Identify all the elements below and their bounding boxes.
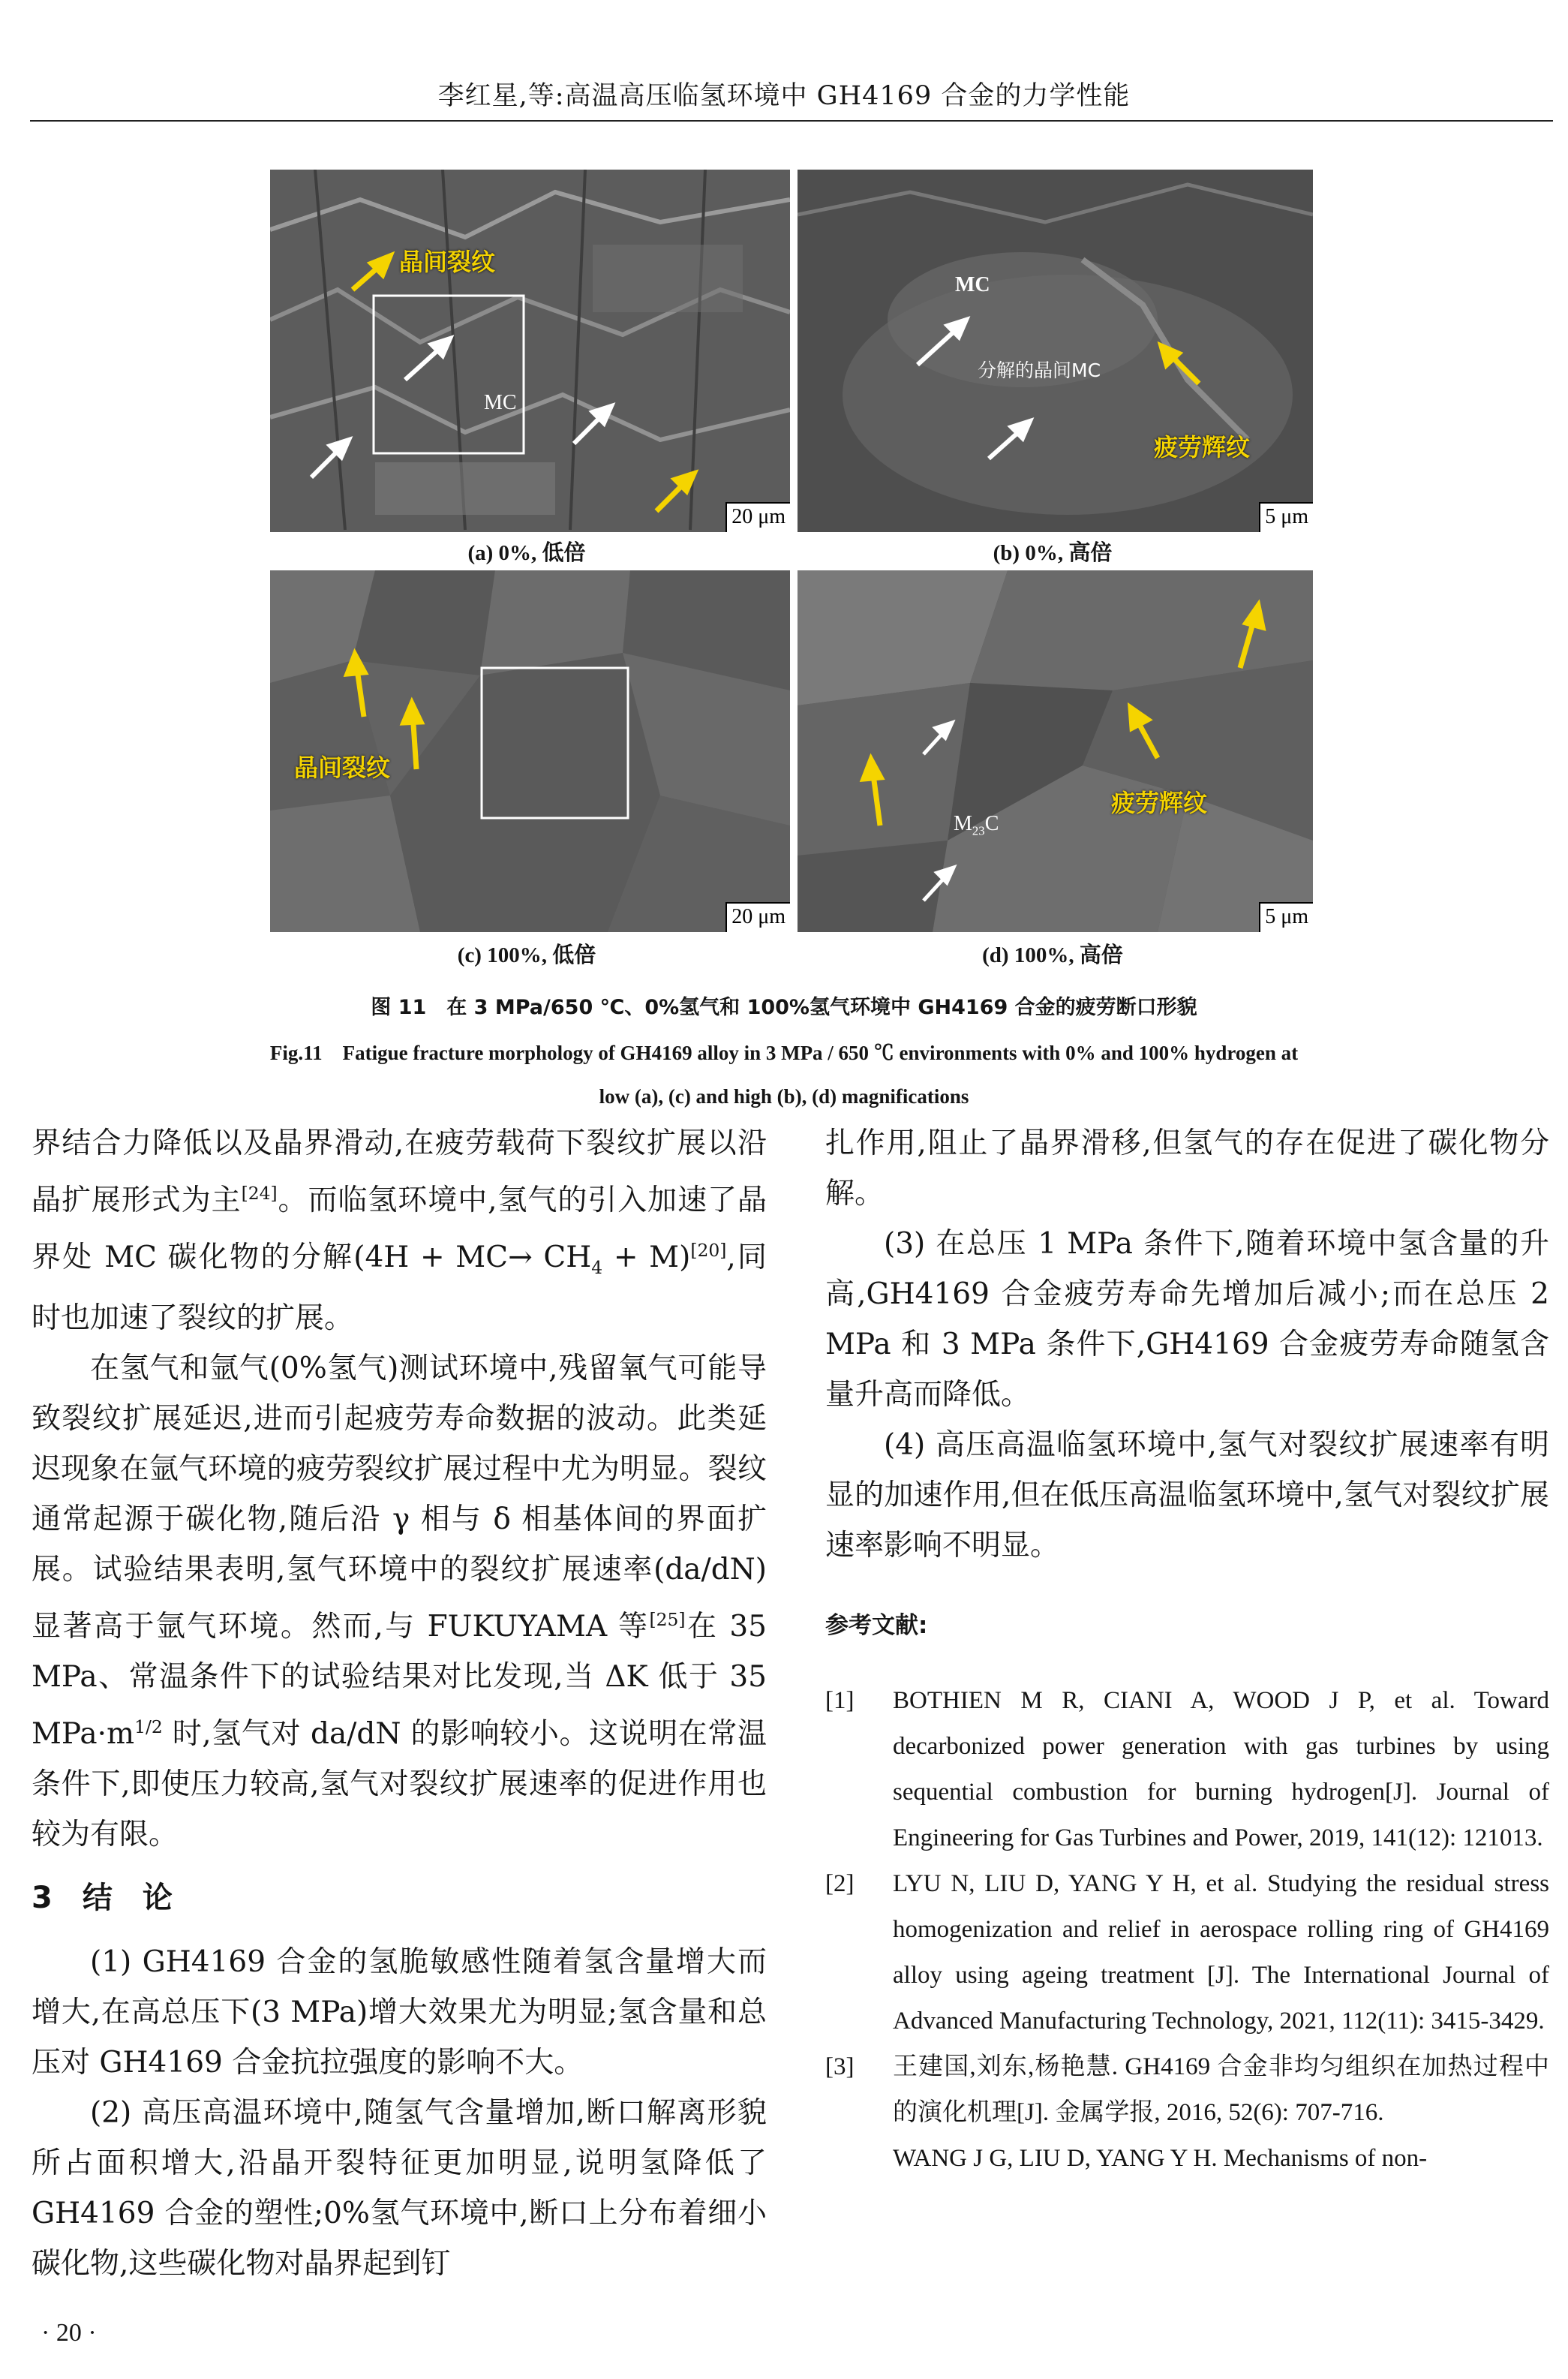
panel-c-caption: (c) 100%, 低倍 (457, 943, 596, 967)
paragraph: 在氢气和氩气(0%氢气)测试环境中,残留氧气可能导致裂纹扩展延迟,进而引起疲劳寿命数据的波动。此类延迟现象在氩气环境的疲劳裂纹扩展过程中尤为明显。裂纹通常起源于碳化物,随后沿 γ 相与 δ 相基体间的界面扩展。试验结果表明,氢气环境中的裂纹扩展速率(da/dN)显著高于氩气环境。然而,与 FUKUYAMA 等[25]在 35 MPa、常温条件下的试验结果对比发现,当 ΔK 低于 35 $MPa\cdot m^{1/2}$ 时,氢气对 da/dN 的影响较小。这说明在常温条件下,即使压力较高,氢气对裂纹扩展速率的促进作用也较为有限。 (32, 1351, 767, 1851)
panel-d-scalebar: 5 μm (1259, 902, 1313, 932)
figure-panel-c (270, 570, 790, 932)
panel-d-striation-label: 疲劳辉纹 (1111, 789, 1208, 817)
panel-a-mc-label: MC (484, 391, 517, 414)
section-heading: 3 结 论 (32, 1880, 173, 1915)
header-rule (30, 120, 1553, 122)
figure-caption-en: Fig.11 Fatigue fracture morphology of GH4169 alloy in 3 MPa / 650 ℃ environments with 0% and 100% hydrogen at low (a), (c) and high (b), (d) magnifications (269, 1042, 1299, 1108)
panel-a-scalebar: 20 μm (725, 502, 790, 532)
left-column (32, 1118, 767, 2289)
paragraph: (3) 在总压 1 MPa 条件下,随着环境中氢含量的升高,GH4169 合金疲劳寿命先增加后减小;而在总压 2 MPa 和 3 MPa 条件下,GH4169 合金疲劳寿命随氢含量升高而降低。 (825, 1227, 1549, 1412)
panel-c-scalebar: 20 μm (725, 902, 790, 932)
panel-b-scalebar: 5 μm (1259, 502, 1313, 532)
panel-c-crack-label: 晶间裂纹 (294, 753, 391, 782)
paragraph: 界结合力降低以及晶界滑动,在疲劳载荷下裂纹扩展以沿晶扩展形式为主[24]。而临氢环境中,氢气的引入加速了晶界处 MC 碳化物的分解$(4H + MC\to CH_4 + M)[20]$,同时也加速了裂纹的扩展。 (32, 1126, 767, 1335)
panel-a-crack-label: 晶间裂纹 (399, 248, 496, 276)
panel-d-caption: (d) 100%, 高倍 (982, 943, 1123, 967)
figure-caption-cn: 图 11 在 3 MPa/650 ℃、0%氢气和 100%氢气环境中 GH4169 合金的疲劳断口形貌 (371, 996, 1197, 1019)
figure-panel-a (270, 170, 790, 532)
paragraph: (2) 高压高温环境中,随氢气含量增加,断口解离形貌所占面积增大,沿晶开裂特征更加明显,说明氢降低了 GH4169 合金的塑性;0%氢气环境中,断口上分布着细小碳化物,这些碳化物对晶界起到钉 (32, 2095, 767, 2281)
panel-b-micrograph (798, 170, 1313, 532)
right-column (825, 1118, 1549, 2182)
references-heading: 参考文献: (825, 1612, 928, 1639)
figure-panel-d (798, 570, 1313, 932)
paragraph: (4) 高压高温临氢环境中,氢气对裂纹扩展速率有明显的加速作用,但在低压高温临氢环境中,氢气对裂纹扩展速率影响不明显。 (825, 1428, 1549, 1562)
panel-a-micrograph (270, 170, 790, 532)
paragraph: 扎作用,阻止了晶界滑移,但氢气的存在促进了碳化物分解。 (825, 1126, 1549, 1211)
panel-a-caption: (a) 0%, 低倍 (467, 541, 586, 565)
panel-b-caption: (b) 0%, 高倍 (993, 541, 1113, 565)
panel-b-mc-label: MC (955, 273, 990, 296)
panel-d-micrograph (798, 570, 1313, 932)
panel-b-striation-label: 疲劳辉纹 (1154, 433, 1251, 462)
reference-item: [2] LYU N, LIU D, YANG Y H, et al. Studying the residual stress homogenization and relief in aerospace rolling ring of GH4169 alloy using ageing treatment [J]. The International Journal of Advanced Manufacturing Technology, 2021, 112(11): 3415-3429. (825, 1870, 1549, 2035)
paragraph: (1) GH4169 合金的氢脆敏感性随着氢含量增大而增大,在高总压下(3 MPa)增大效果尤为明显;氢含量和总压对 GH4169 合金抗拉强度的影响不大。 (32, 1944, 767, 2080)
running-title: 李红星,等:高温高压临氢环境中 GH4169 合金的力学性能 (437, 81, 1131, 111)
reference-item: [3] 王建国,刘东,杨艳慧. GH4169 合金非均匀组织在加热过程中的演化机理[J]. 金属学报, 2016, 52(6): 707-716. (825, 2053, 1549, 2126)
panel-b-decomp-label: 分解的晶间MC (978, 359, 1101, 381)
reference-continuation: WANG J G, LIU D, YANG Y H. Mechanisms of non- (893, 2145, 1428, 2172)
page-number: · 20 · (41, 2319, 97, 2347)
figure-panel-b (798, 170, 1313, 532)
panel-d-carbide-label: $M_{23}C$ (954, 812, 999, 838)
reference-item: [1] BOTHIEN M R, CIANI A, WOOD J P, et al. Toward decarbonized power generation with gas turbines by using sequential combustion for burning hydrogen[J]. Journal of Engineering for Gas Turbines and Power, 2019, 141(12): 121013. (825, 1687, 1549, 1851)
